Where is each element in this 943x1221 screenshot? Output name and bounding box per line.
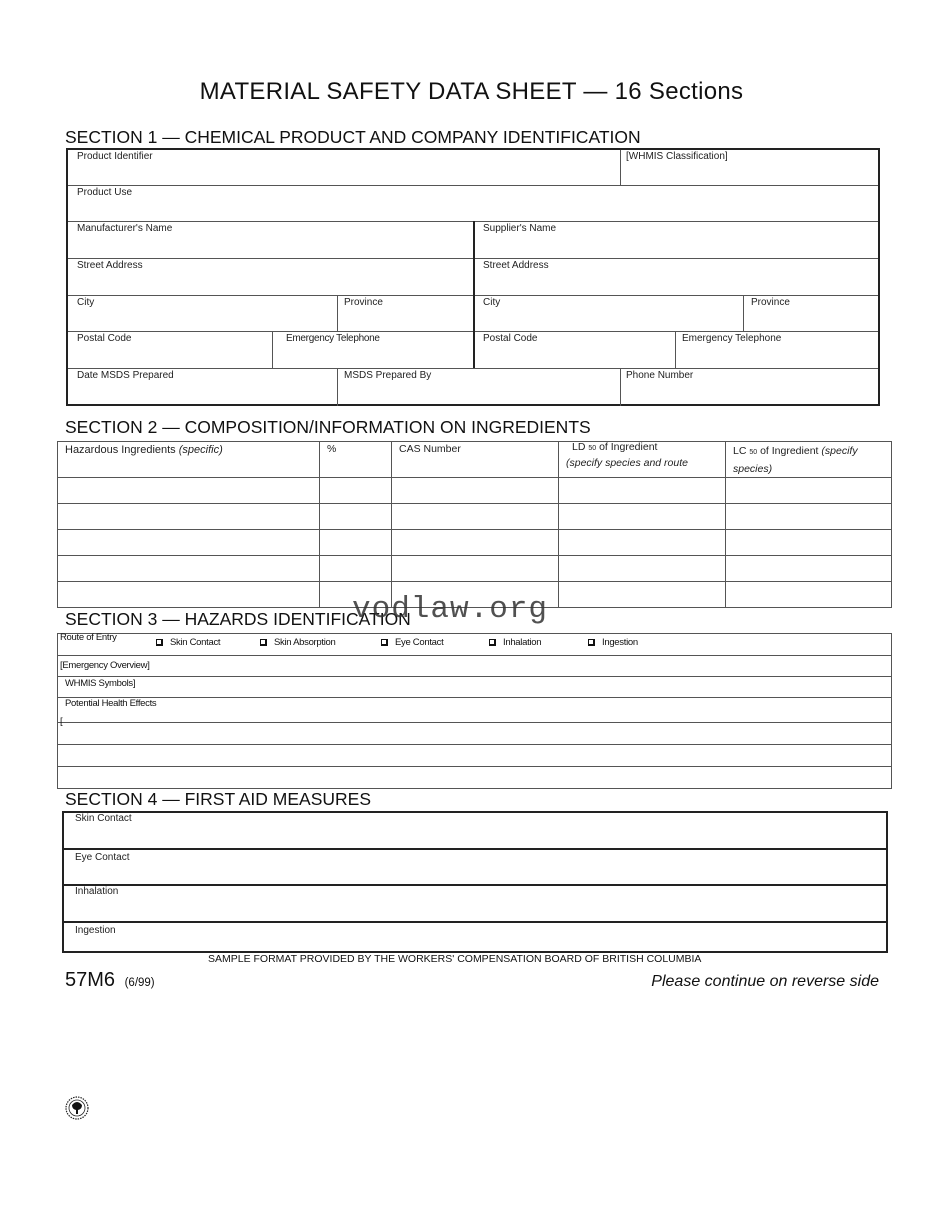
whmis-symbols-label: WHMIS Symbols] bbox=[65, 678, 136, 689]
route-eye-contact-checkbox[interactable]: Eye Contact bbox=[381, 637, 443, 648]
product-use-label: Product Use bbox=[77, 187, 133, 198]
manufacturer-city-label: City bbox=[77, 297, 95, 308]
date-msds-prepared-field[interactable] bbox=[68, 369, 337, 404]
continue-note: Please continue on reverse side bbox=[651, 973, 879, 990]
section-2-heading: SECTION 2 — COMPOSITION/INFORMATION ON INGREDIENTS bbox=[65, 417, 591, 437]
skin-contact-label: Skin Contact bbox=[75, 813, 132, 824]
supplier-street-address-label: Street Address bbox=[483, 260, 549, 271]
manufacturers-name-field[interactable] bbox=[68, 222, 473, 258]
provided-by-note: SAMPLE FORMAT PROVIDED BY THE WORKERS' COMPENSATION BOARD OF BRITISH COLUMBIA bbox=[208, 953, 702, 965]
supplier-postal-code-label: Postal Code bbox=[483, 333, 538, 344]
manufacturers-name-label: Manufacturer's Name bbox=[77, 223, 173, 234]
document-title: MATERIAL SAFETY DATA SHEET — 16 Sections bbox=[199, 78, 744, 105]
product-identifier-label: Product Identifier bbox=[77, 151, 153, 162]
route-skin-absorption-checkbox[interactable]: Skin Absorption bbox=[260, 637, 336, 648]
col-lc50: LC 50 of Ingredient (specify species) bbox=[733, 445, 858, 475]
emergency-overview-label: [Emergency Overview] bbox=[60, 660, 150, 671]
section-1-heading: SECTION 1 — CHEMICAL PRODUCT AND COMPANY IDENTIFICATION bbox=[65, 127, 641, 147]
supplier-postal-code-field[interactable] bbox=[475, 332, 675, 368]
eye-contact-field[interactable] bbox=[62, 848, 888, 886]
eye-contact-label: Eye Contact bbox=[75, 852, 130, 863]
route-of-entry-label: Route of Entry bbox=[60, 632, 117, 643]
col-percent: % bbox=[327, 443, 337, 455]
supplier-province-field[interactable] bbox=[744, 296, 878, 331]
section-3-heading: SECTION 3 — HAZARDS IDENTIFICATION bbox=[65, 609, 411, 629]
section-4-heading: SECTION 4 — FIRST AID MEASURES bbox=[65, 789, 371, 809]
manufacturer-street-address-field[interactable] bbox=[68, 259, 473, 295]
supplier-city-label: City bbox=[483, 297, 501, 308]
msds-prepared-by-label: MSDS Prepared By bbox=[344, 370, 432, 381]
potential-health-effects-field[interactable] bbox=[58, 698, 891, 727]
bracket-mark: [ bbox=[60, 716, 63, 727]
checkbox-icon bbox=[489, 639, 496, 646]
route-skin-contact-checkbox[interactable]: Skin Contact bbox=[156, 637, 220, 648]
product-use-field[interactable] bbox=[68, 186, 878, 221]
health-effects-line[interactable] bbox=[58, 745, 891, 766]
health-effects-line[interactable] bbox=[58, 723, 891, 744]
checkbox-icon bbox=[260, 639, 267, 646]
route-ingestion-checkbox[interactable]: Ingestion bbox=[588, 637, 638, 648]
manufacturer-postal-code-field[interactable] bbox=[68, 332, 272, 368]
manufacturer-city-field[interactable] bbox=[68, 296, 337, 331]
manufacturer-postal-code-label: Postal Code bbox=[77, 333, 132, 344]
checkbox-icon bbox=[156, 639, 163, 646]
seal-icon bbox=[65, 1096, 89, 1120]
health-effects-line[interactable] bbox=[58, 767, 891, 788]
checkbox-icon bbox=[381, 639, 388, 646]
phone-number-label: Phone Number bbox=[626, 370, 694, 381]
checkbox-icon bbox=[588, 639, 595, 646]
emergency-overview-field[interactable] bbox=[58, 656, 891, 676]
hazards-table bbox=[57, 633, 892, 789]
manufacturer-street-address-label: Street Address bbox=[77, 260, 143, 271]
supplier-emergency-telephone-label: Emergency Telephone bbox=[682, 333, 782, 344]
form-number: 57M6 (6/99) bbox=[65, 969, 155, 991]
form-date: (6/99) bbox=[124, 977, 155, 989]
section-1-table bbox=[66, 148, 880, 406]
whmis-symbols-field[interactable] bbox=[58, 677, 891, 697]
supplier-emergency-telephone-field[interactable] bbox=[676, 332, 878, 368]
ingestion-label: Ingestion bbox=[75, 925, 116, 936]
supplier-city-field[interactable] bbox=[475, 296, 743, 331]
suppliers-name-label: Supplier's Name bbox=[483, 223, 557, 234]
msds-prepared-by-field[interactable] bbox=[338, 369, 620, 404]
product-identifier-field[interactable] bbox=[68, 150, 620, 185]
col-ld50: LD 50 of Ingredient (specify species and route bbox=[566, 441, 688, 469]
whmis-classification-label: [WHMIS Classification] bbox=[626, 151, 728, 162]
table-row[interactable] bbox=[58, 530, 891, 555]
date-msds-prepared-label: Date MSDS Prepared bbox=[77, 370, 174, 381]
col-cas-number: CAS Number bbox=[399, 443, 461, 455]
manufacturer-province-field[interactable] bbox=[338, 296, 473, 331]
watermark: vodlaw.org bbox=[352, 592, 549, 627]
table-row[interactable] bbox=[58, 556, 891, 581]
table-row[interactable] bbox=[58, 478, 891, 503]
table-row[interactable] bbox=[58, 504, 891, 529]
phone-number-field[interactable] bbox=[621, 369, 878, 404]
skin-contact-field[interactable] bbox=[62, 811, 888, 850]
wcb-seal-logo bbox=[65, 1096, 89, 1120]
manufacturer-province-label: Province bbox=[344, 297, 383, 308]
route-inhalation-checkbox[interactable]: Inhalation bbox=[489, 637, 541, 648]
manufacturer-emergency-telephone-field[interactable] bbox=[273, 332, 473, 368]
ingredients-table bbox=[57, 441, 892, 608]
suppliers-name-field[interactable] bbox=[475, 222, 878, 258]
whmis-classification-field[interactable] bbox=[621, 150, 878, 185]
manufacturer-emergency-telephone-label: Emergency Telephone bbox=[286, 333, 380, 344]
supplier-province-label: Province bbox=[751, 297, 790, 308]
ingestion-field[interactable] bbox=[62, 921, 888, 953]
potential-health-effects-label: Potential Health Effects bbox=[65, 698, 157, 709]
col-hazardous-ingredients: Hazardous Ingredients (specific) bbox=[65, 444, 223, 456]
inhalation-label: Inhalation bbox=[75, 886, 119, 897]
supplier-street-address-field[interactable] bbox=[475, 259, 878, 295]
inhalation-field[interactable] bbox=[62, 884, 888, 923]
